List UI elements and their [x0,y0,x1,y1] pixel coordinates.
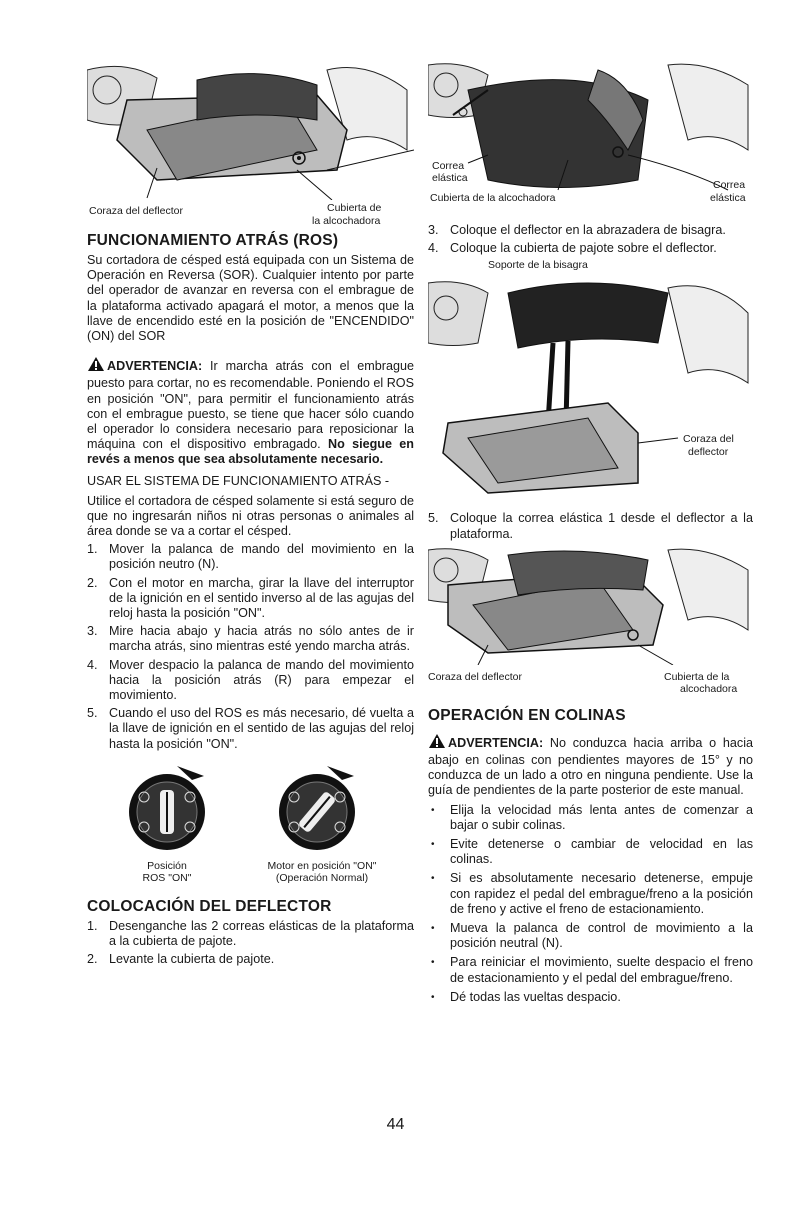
deflector-figure-4 [428,545,753,695]
left-column [87,60,414,971]
list-item: 1. Desenganche las 2 correas elásticas de la plataforma a la cubierta de pajote. [87,918,414,949]
list-item: • Evite detenerse o cambiar de velocidad en las colinas. [428,837,753,867]
warning-label: ADVERTENCIA: [448,735,544,750]
hills-warning [428,733,753,799]
hinge-deflector-illustration [428,273,753,503]
ros-paragraph: Su cortadora de césped está equipada con un Sistema de Operación en Reversa (SOR). Cualquier intento por parte del operador de avanzar en reversa con el embrague de la plataforma activado apagará el motor, a menos que la llave de encendido esté en la posición de "ENCENDIDO" (ON) del SOR [87,253,414,344]
ros-steps-list [87,542,414,752]
list-item: 5. Cuando el uso del ROS es más necesario, dé vuelta a la llave de ignición en el sentido de las agujas del reloj hasta la posición "ON". [87,706,414,751]
use-heading: USAR EL SISTEMA DE FUNCIONAMIENTO ATRÁS - [87,473,390,488]
warning-text: No conduzca hacia arriba o hacia abajo en colinas con pendientes mayores de 15° y no conduzca de un lado a otro en ninguna pendiente. Use la guía de pendientes de la parte posterior de este manual. [428,735,753,798]
list-item: 4. Coloque la cubierta de pajote sobre el deflector. [428,241,717,256]
knob-ros-caption: Posición ROS "ON" [142,859,192,884]
list-item: • Dé todas las vueltas despacio. [428,990,753,1005]
label-correa-right-1: Correa [713,179,746,191]
caption-cubierta-bottom-2: alcochadora [680,682,738,695]
ignition-knob-ros-icon [122,762,212,852]
list-item: • Mueva la palanca de control de movimiento a la posición neutral (N). [428,921,753,951]
list-item: • Si es absolutamente necesario detenerse, empuje con rapidez el pedal del embrague/freno a la posición de freno y active el freno de estacionamiento. [428,871,753,917]
list-item: 3. Mire hacia abajo y hacia atrás no sólo antes de ir marcha atrás, sino mientras esté yendo marcha atrás. [87,624,414,654]
deflector-figure-2 [428,60,753,217]
ros-warning [87,356,414,467]
list-item: • Para reiniciar el movimiento, suelte despacio el freno de estacionamiento y el pedal del embrague/freno. [428,955,753,985]
deflector-figure-1 [87,60,414,228]
list-item: 4. Mover despacio la palanca de mando del movimiento hacia la posición atrás (R) para empezar el movimiento. [87,657,414,703]
ignition-knobs-figure [87,762,414,892]
label-correa-left-2: elástica [432,172,468,184]
hills-heading: OPERACIÓN EN COLINAS [428,706,626,724]
deflector-step-5 [428,511,753,541]
deflector-heading: COLOCACIÓN DEL DEFLECTOR [87,897,332,915]
mower-deck-illustration-1 [87,60,414,200]
warning-bold-text: No siegue en revés a menos que sea absolutamente necesario. [87,437,414,467]
knob-on-caption: Motor en posición "ON" (Operación Normal) [267,859,377,884]
label-correa-right-2: elástica [710,192,746,204]
deflector-figure-3 [428,259,753,505]
caption-cubierta-bottom-1: Cubierta de la [664,670,730,683]
label-coraza-1: Coraza del [683,433,734,446]
list-item: 2. Levante la cubierta de pajote. [87,952,275,967]
label-correa-left-1: Correa [432,160,465,172]
label-cubierta: Cubierta de la alcochadora [430,192,556,204]
list-item: 2. Con el motor en marcha, girar la llave del interruptor de la ignición en el sentido inverso al de las agujas del reloj hasta la posición "ON". [87,575,414,621]
warning-triangle-icon [87,356,105,376]
label-coraza-2: deflector [688,446,729,459]
caption-coraza: Coraza del deflector [89,205,183,217]
page-number: 44 [386,1116,405,1133]
caption-coraza-bottom: Coraza del deflector [428,670,522,683]
list-item: 1. Mover la palanca de mando del movimiento en la posición neutro (N). [87,542,414,572]
warning-text: Ir marcha atrás con el embrague puesto para cortar, no es recomendable. Poniendo el ROS en posición "ON", para permitir el funcionamiento atrás con el embrague puesto, se tiene que hacer sólo cuando el operador lo considera necesario para reposicionar la máquina con el dispositivo embragado. [87,359,414,452]
mower-deck-illustration-2 [428,545,753,665]
caption-cubierta-1: Cubierta de [327,202,382,214]
mower-straps-illustration [428,60,753,200]
list-item: 3. Coloque el deflector en la abrazadera de bisagra. [428,223,726,237]
deflector-steps-list [87,919,414,968]
deflector-steps-3-4 [428,223,753,256]
hills-bullets [428,803,753,1005]
label-soporte: Soporte de la bisagra [488,259,588,272]
warning-triangle-icon [428,733,446,753]
warning-label: ADVERTENCIA: [107,359,203,374]
ros-heading: FUNCIONAMIENTO ATRÁS (ROS) [87,232,339,249]
list-item: 5. Coloque la correa elástica 1 desde el deflector a la plataforma. [428,511,753,541]
list-item: • Elija la velocidad más lenta antes de comenzar a bajar o subir colinas. [428,803,753,833]
use-paragraph: Utilice el cortadora de césped solamente si está seguro de que no ingresarán niños ni otras personas o animales al área donde se va a cortar el césped. [87,493,414,539]
right-column [428,60,753,1009]
ignition-knob-on-icon [272,762,362,852]
caption-cubierta-2: la alcochadora [312,215,381,227]
